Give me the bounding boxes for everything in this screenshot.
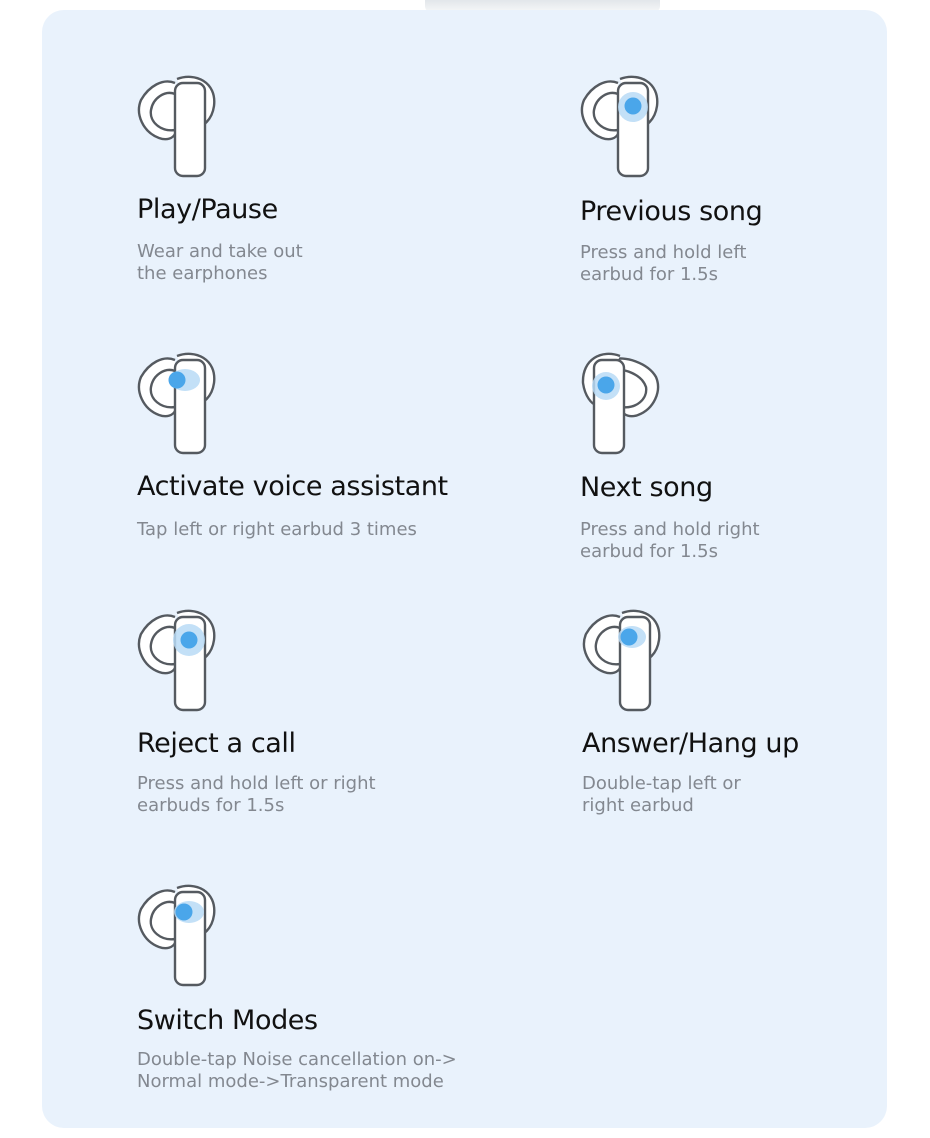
- feature-description: Tap left or right earbud 3 times: [137, 519, 417, 540]
- earbud-touch-icon: [137, 883, 217, 993]
- earbud-icon: [137, 74, 217, 184]
- feature-description: Press and hold left earbud for 1.5s: [580, 242, 747, 285]
- feature-title: Previous song: [580, 196, 763, 227]
- earbud-touch-icon: [580, 351, 660, 461]
- earbud-touch-icon: [137, 351, 217, 461]
- feature-title: Play/Pause: [137, 194, 278, 225]
- feature-title: Switch Modes: [137, 1005, 318, 1036]
- earbud-touch-icon: [580, 74, 660, 184]
- feature-description: Press and hold left or right earbuds for 1.5s: [137, 773, 376, 816]
- feature-title: Reject a call: [137, 728, 296, 759]
- feature-description: Double-tap Noise cancellation on-> Normal mode->Transparent mode: [137, 1049, 457, 1092]
- controls-panel: [42, 10, 887, 1128]
- feature-title: Answer/Hang up: [582, 728, 799, 759]
- earbud-touch-icon: [582, 608, 662, 718]
- feature-description: Wear and take out the earphones: [137, 241, 303, 284]
- feature-title: Activate voice assistant: [137, 471, 448, 502]
- earbud-touch-icon: [137, 608, 217, 718]
- feature-title: Next song: [580, 472, 713, 503]
- feature-description: Press and hold right earbud for 1.5s: [580, 519, 760, 562]
- feature-description: Double-tap left or right earbud: [582, 773, 741, 816]
